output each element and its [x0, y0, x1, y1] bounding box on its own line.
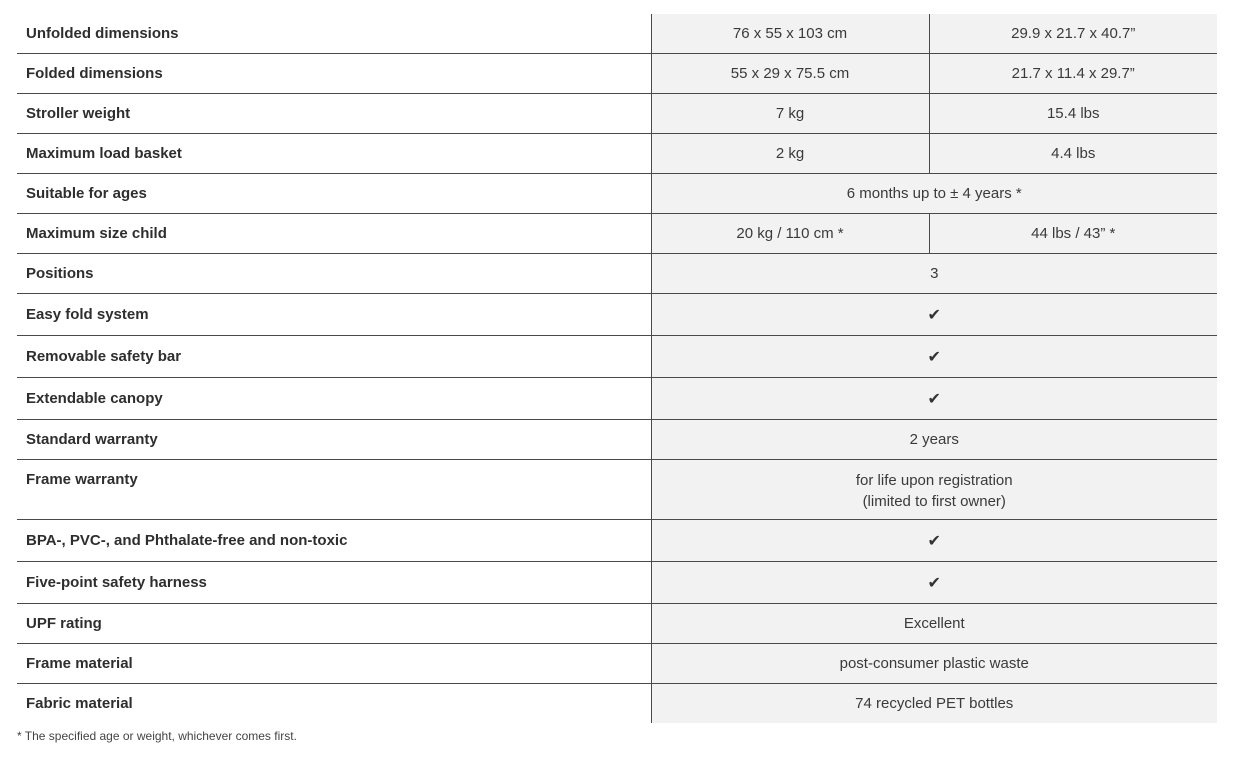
spec-value-line: (limited to first owner) [862, 492, 1006, 510]
spec-label: BPA-, PVC-, and Phthalate-free and non-toxic [17, 520, 651, 562]
spec-value-metric: 76 x 55 x 103 cm [651, 14, 929, 54]
spec-value-imperial: 44 lbs / 43” * [929, 214, 1217, 254]
spec-value: 6 months up to ± 4 years * [651, 174, 1217, 214]
spec-value [651, 336, 1217, 378]
table-row [17, 174, 1217, 214]
table-row [17, 94, 1217, 134]
table-row [17, 562, 1217, 604]
checkmark-icon: ✔ [927, 574, 941, 592]
checkmark-icon: ✔ [927, 306, 941, 324]
spec-value: 3 [651, 254, 1217, 294]
footnote: * The specified age or weight, whichever comes first. [17, 729, 297, 743]
spec-label: Fabric material [17, 684, 651, 724]
spec-value [651, 378, 1217, 420]
spec-value-imperial: 29.9 x 21.7 x 40.7” [929, 14, 1217, 54]
spec-value: 74 recycled PET bottles [651, 684, 1217, 724]
spec-label: Unfolded dimensions [17, 14, 651, 54]
table-row [17, 644, 1217, 684]
table-row [17, 134, 1217, 174]
spec-label: Easy fold system [17, 294, 651, 336]
table-row [17, 684, 1217, 724]
spec-label: Suitable for ages [17, 174, 651, 214]
spec-value-metric: 55 x 29 x 75.5 cm [651, 54, 929, 94]
spec-value-metric: 7 kg [651, 94, 929, 134]
spec-table [17, 14, 1217, 723]
spec-value: post-consumer plastic waste [651, 644, 1217, 684]
spec-label: Stroller weight [17, 94, 651, 134]
checkmark-icon: ✔ [927, 390, 941, 408]
table-row [17, 420, 1217, 460]
spec-value-imperial: 21.7 x 11.4 x 29.7” [929, 54, 1217, 94]
spec-label: UPF rating [17, 604, 651, 644]
spec-value [651, 562, 1217, 604]
table-row [17, 54, 1217, 94]
checkmark-icon: ✔ [927, 532, 941, 550]
spec-table-container [17, 14, 1217, 723]
spec-value-imperial: 15.4 lbs [929, 94, 1217, 134]
table-row [17, 520, 1217, 562]
spec-value [651, 460, 1217, 520]
spec-value-imperial: 4.4 lbs [929, 134, 1217, 174]
spec-value-metric: 2 kg [651, 134, 929, 174]
table-row [17, 604, 1217, 644]
spec-value [651, 520, 1217, 562]
spec-value: 2 years [651, 420, 1217, 460]
spec-label: Frame warranty [17, 460, 651, 520]
table-row [17, 14, 1217, 54]
table-row [17, 254, 1217, 294]
table-row [17, 336, 1217, 378]
checkmark-icon: ✔ [927, 348, 941, 366]
table-row [17, 378, 1217, 420]
table-row [17, 214, 1217, 254]
spec-label: Extendable canopy [17, 378, 651, 420]
spec-label: Standard warranty [17, 420, 651, 460]
table-row [17, 460, 1217, 520]
spec-label: Frame material [17, 644, 651, 684]
spec-label: Five-point safety harness [17, 562, 651, 604]
spec-value-metric: 20 kg / 110 cm * [651, 214, 929, 254]
spec-label: Maximum size child [17, 214, 651, 254]
spec-label: Maximum load basket [17, 134, 651, 174]
spec-value-line: for life upon registration [855, 471, 1013, 489]
spec-label: Removable safety bar [17, 336, 651, 378]
spec-value [651, 294, 1217, 336]
spec-label: Folded dimensions [17, 54, 651, 94]
spec-value: Excellent [651, 604, 1217, 644]
table-row [17, 294, 1217, 336]
spec-label: Positions [17, 254, 651, 294]
